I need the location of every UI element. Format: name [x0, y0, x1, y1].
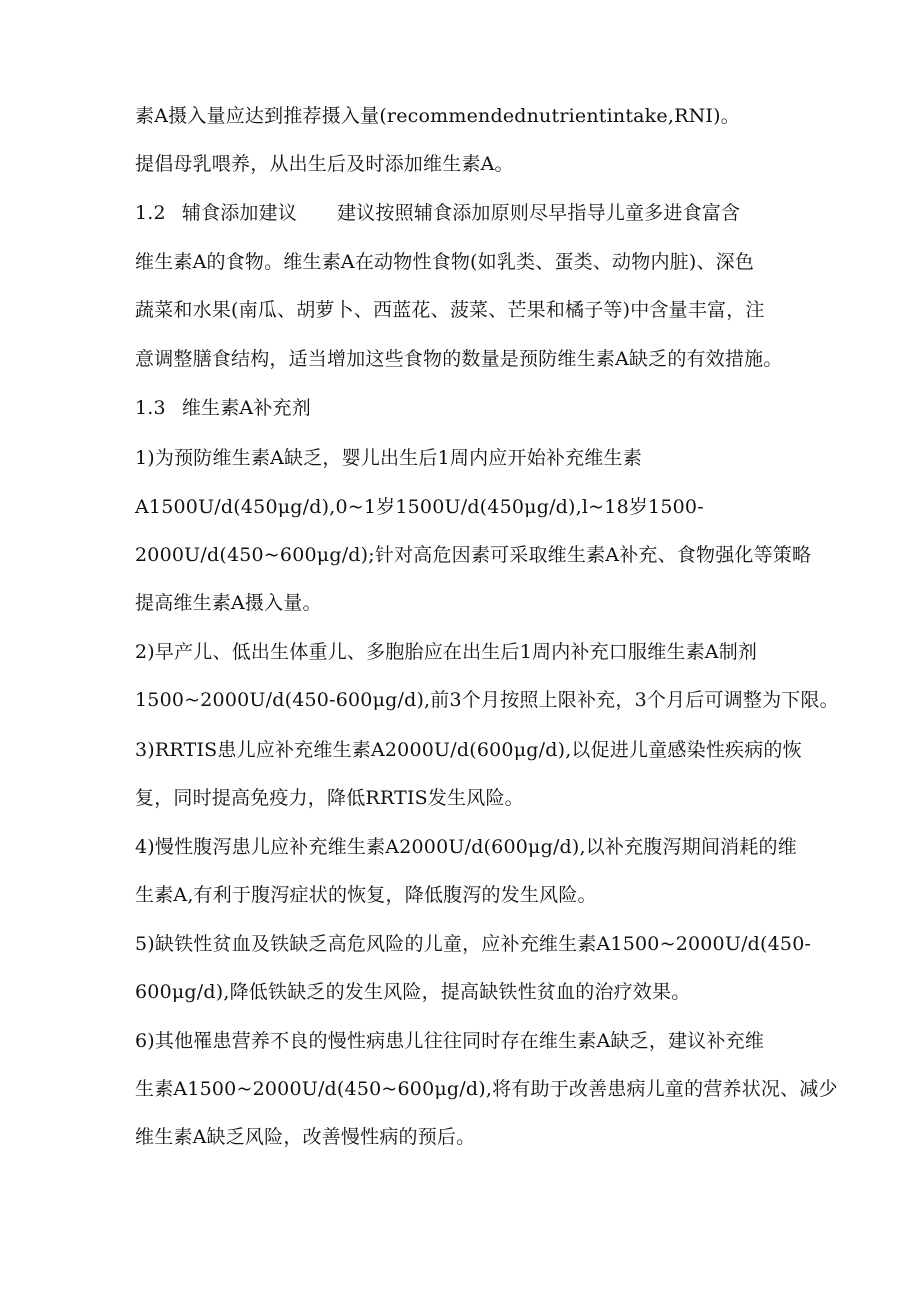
paragraph-line: 2)早产儿、低出生体重儿、多胞胎应在出生后1周内补充口服维生素A制剂: [135, 641, 758, 663]
paragraph-line: 3)RRTIS患儿应补充维生素A2000U∕d(600μg∕d),以促进儿童感染性疾病的恢: [135, 739, 802, 761]
section-title: 维生素A补充剂: [181, 397, 311, 419]
paragraph-line: 提倡母乳喂养，从出生后及时添加维生素A。: [135, 153, 514, 175]
paragraph-line: 1500~2000U∕d(450-600μg∕d),前3个月按照上限补充，3个月后可调整为下限。: [135, 689, 839, 711]
paragraph-line: 生素A1500~2000U∕d(450~600μg∕d),将有助于改善患病儿童的营养状况、减少: [135, 1078, 838, 1100]
paragraph-line: 600μg∕d),降低铁缺乏的发生风险，提高缺铁性贫血的治疗效果。: [135, 981, 691, 1003]
paragraph-line: 6)其他罹患营养不良的慢性病患儿往往同时存在维生素A缺乏，建议补充维: [135, 1030, 765, 1052]
paragraph-line: 复，同时提高免疫力，降低RRTIS发生风险。: [135, 787, 524, 809]
paragraph-line: 维生素A缺乏风险，改善慢性病的预后。: [135, 1126, 476, 1148]
section-number: 1.2: [135, 202, 166, 224]
paragraph-line: 提高维生素A摄入量。: [135, 592, 322, 614]
section-text: 建议按照辅食添加原则尽早指导儿童多进食富含: [337, 202, 741, 224]
paragraph-line: 1)为预防维生素A缺乏，婴儿出生后1周内应开始补充维生素: [135, 447, 642, 469]
paragraph-line: 素A摄入量应达到推荐摄入量(recommendednutrientintake,RNI)。: [135, 105, 740, 127]
paragraph-line: 维生素A的食物。维生素A在动物性食物(如乳类、蛋类、动物内脏)、深色: [135, 251, 755, 273]
paragraph-line: 蔬菜和水果(南瓜、胡萝卜、西蓝花、菠菜、芒果和橘子等)中含量丰富，注: [135, 299, 765, 321]
paragraph-line: 5)缺铁性贫血及铁缺乏高危风险的儿童，应补充维生素A1500~2000U∕d(450-: [135, 933, 812, 955]
paragraph-line: A1500U∕d(450μg∕d),0~1岁1500U∕d(450μg∕d),l~18岁1500-: [135, 496, 704, 518]
paragraph-line: 2000U∕d(450~600μg∕d);针对高危因素可采取维生素A补充、食物强化等策略: [135, 544, 812, 566]
paragraph-line: 意调整膳食结构，适当增加这些食物的数量是预防维生素A缺乏的有效措施。: [135, 348, 783, 370]
section-1-2-line: [135, 201, 740, 225]
paragraph-line: 4)慢性腹泻患儿应补充维生素A2000U∕d(600μg∕d),以补充腹泻期间消耗的维: [135, 836, 797, 858]
section-1-3-heading: [135, 396, 311, 420]
section-title: 辅食添加建议: [181, 202, 298, 224]
paragraph-line: 生素A,有利于腹泻症状的恢复，降低腹泻的发生风险。: [135, 884, 597, 906]
section-number: 1.3: [135, 397, 166, 419]
